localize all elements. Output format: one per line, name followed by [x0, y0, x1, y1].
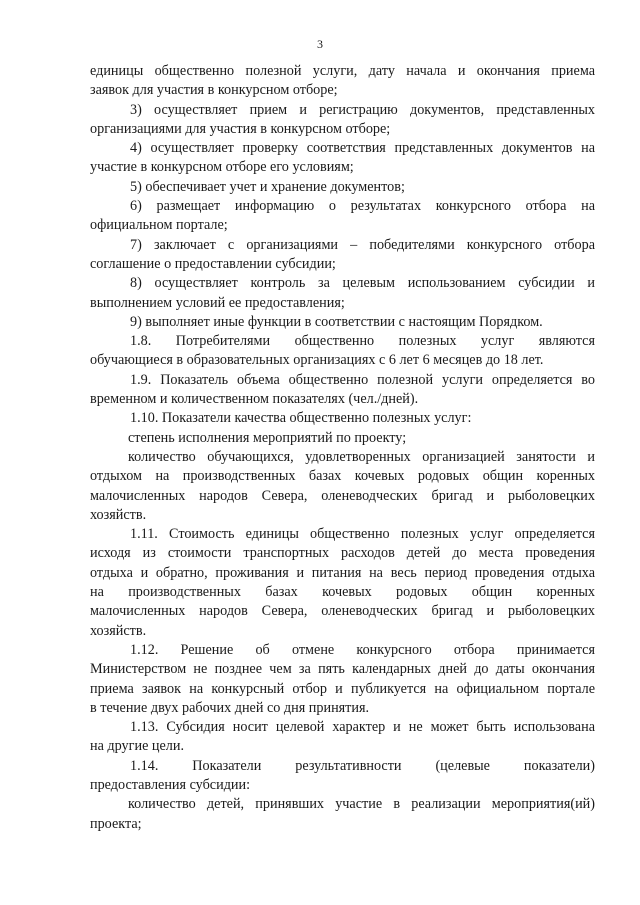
text-line: степень исполнения мероприятий по проекту; — [128, 429, 407, 446]
text-line: малочисленных народов Севера, оленеводческих бригад и рыболовецких — [90, 487, 595, 504]
text-line: в течение двух рабочих дней со дня принятия. — [90, 699, 370, 716]
text-line: выполнением условий ее предоставления; — [90, 294, 345, 311]
text-line: 1.13. Субсидия носит целевой характер и не может быть использована — [130, 719, 595, 736]
text-line: количество обучающихся, удовлетворенных организацией занятости и — [128, 448, 595, 465]
text-line: соглашение о предоставлении субсидии; — [90, 255, 336, 272]
page-number: 3 — [317, 37, 323, 51]
text-line: 1.9. Показатель объема общественно полезной услуги определяется во — [130, 371, 595, 388]
text-line: отдыха и обратно, проживания и питания на весь период проведения отдыха — [90, 564, 595, 581]
text-line: хозяйств. — [90, 622, 147, 639]
text-line: временном и количественном показателях (чел./дней). — [90, 391, 419, 408]
text-line: малочисленных народов Севера, оленеводческих бригад и рыболовецких — [90, 603, 595, 620]
document-body — [90, 62, 595, 834]
text-line: организациями для участия в конкурсном отборе; — [90, 120, 391, 137]
text-line: 5) обеспечивает учет и хранение документов; — [130, 178, 405, 195]
text-line: 3) осуществляет прием и регистрацию документов, представленных — [130, 101, 595, 118]
text-line: участие в конкурсном отборе его условиям; — [90, 159, 354, 176]
text-line: исходя из стоимости транспортных расходов детей до места проведения — [90, 545, 595, 562]
text-line: 6) размещает информацию о результатах конкурсного отбора на — [130, 198, 595, 215]
text-line: 4) осуществляет проверку соответствия представленных документов на — [130, 140, 595, 157]
text-line: на другие цели. — [90, 738, 185, 755]
text-line: обучающиеся в образовательных организациях с 6 лет 6 месяцев до 18 лет. — [90, 352, 544, 369]
text-line: заявок для участия в конкурсном отборе; — [90, 82, 338, 99]
text-line: официальном портале; — [90, 217, 228, 234]
text-line: приема заявок на конкурсный отбор и публикуется на официальном портале — [90, 680, 595, 697]
text-line: предоставления субсидии: — [90, 776, 251, 793]
text-line: 9) выполняет иные функции в соответствии с настоящим Порядком. — [130, 313, 543, 330]
text-line: единицы общественно полезной услуги, дату начала и окончания приема — [90, 63, 595, 79]
text-line: 8) осуществляет контроль за целевым использованием субсидии и — [130, 275, 595, 292]
text-line: 1.8. Потребителями общественно полезных услуг являются — [130, 333, 595, 350]
text-line: 1.14. Показатели результативности (целевые показатели) — [130, 757, 595, 774]
text-line: 1.10. Показатели качества общественно полезных услуг: — [130, 410, 472, 427]
text-line: 1.12. Решение об отмене конкурсного отбора принимается — [130, 641, 595, 658]
text-line: на производственных базах кочевых родовых общин коренных — [90, 584, 595, 601]
text-line: 7) заключает с организациями – победителями конкурсного отбора — [130, 236, 595, 253]
text-line: количество детей, принявших участие в реализации мероприятия(ий) — [128, 796, 595, 813]
text-line: 1.11. Стоимость единицы общественно полезных услуг определяется — [130, 526, 595, 543]
text-line: хозяйств. — [90, 506, 147, 523]
text-line: Министерством не позднее чем за пять календарных дней до даты окончания — [90, 661, 595, 678]
text-line: проекта; — [90, 815, 142, 832]
text-line: отдыхом на производственных базах кочевых родовых общин коренных — [90, 468, 595, 485]
